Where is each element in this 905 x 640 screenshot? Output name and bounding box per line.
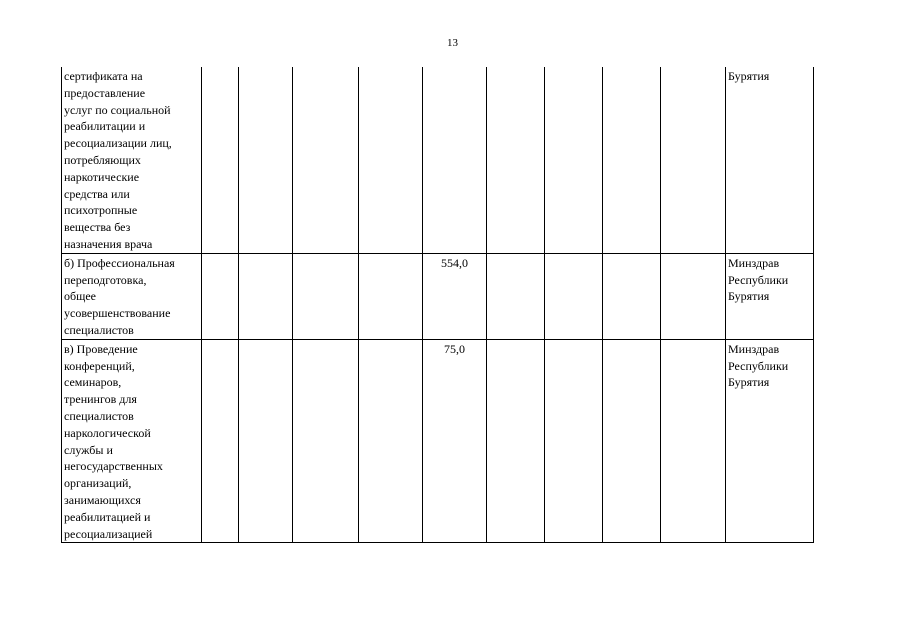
executor-cell: Бурятия [726,67,814,253]
empty-cell [359,339,423,543]
empty-cell [359,253,423,339]
table-row [62,67,814,253]
empty-cell [293,67,359,253]
description-cell: б) Профессиональная переподготовка, общее усовершенствование специалистов [62,253,202,339]
program-table [61,67,814,543]
empty-cell [545,253,603,339]
empty-cell [359,67,423,253]
empty-cell [239,339,293,543]
executor-cell: Минздрав Республики Бурятия [726,253,814,339]
amount-cell [423,67,487,253]
executor-cell: Минздрав Республики Бурятия [726,339,814,543]
empty-cell [293,339,359,543]
empty-cell [239,67,293,253]
empty-cell [202,339,239,543]
empty-cell [603,339,661,543]
empty-cell [239,253,293,339]
amount-cell: 75,0 [423,339,487,543]
empty-cell [603,253,661,339]
empty-cell [487,67,545,253]
empty-cell [661,67,726,253]
amount-cell: 554,0 [423,253,487,339]
empty-cell [293,253,359,339]
table-row [62,253,814,339]
empty-cell [603,67,661,253]
empty-cell [202,253,239,339]
empty-cell [545,339,603,543]
description-cell: в) Проведение конференций, семинаров, тренингов для специалистов наркологической службы и негосударственных организаций, занимающихся реабилитацией и ресоциализацией [62,339,202,543]
empty-cell [202,67,239,253]
empty-cell [661,339,726,543]
table-row [62,339,814,543]
empty-cell [545,67,603,253]
empty-cell [487,253,545,339]
empty-cell [661,253,726,339]
page-number: 13 [447,37,458,49]
empty-cell [487,339,545,543]
description-cell: сертификата на предоставление услуг по социальной реабилитации и ресоциализации лиц, потребляющих наркотические средства или психотропные вещества без назначения врача [62,67,202,253]
